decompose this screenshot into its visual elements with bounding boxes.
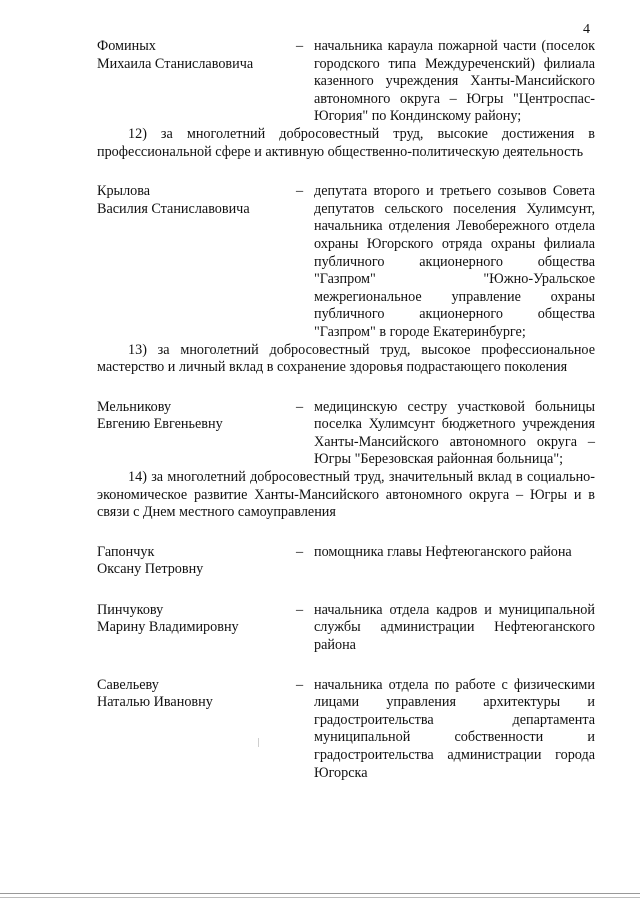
- recipient-name: [97, 677, 287, 712]
- given-names: Оксану Петровну: [97, 561, 204, 578]
- award-entry: [97, 399, 595, 469]
- recipient-name: [97, 544, 287, 579]
- recipient-name: [97, 602, 287, 637]
- recipient-name: [97, 183, 287, 218]
- page-edge-rule: [0, 897, 640, 898]
- surname: Крылова: [97, 183, 151, 200]
- given-names: Наталью Ивановну: [97, 694, 213, 711]
- dash-separator: –: [295, 543, 304, 560]
- award-entry: [97, 183, 595, 341]
- dash-separator: –: [295, 398, 304, 415]
- award-paragraph: 14) за многолетний добросовестный труд, значительный вклад в социально-экономическое развитие Ханты-Мансийского автономного округа – Югры и в связи с Днем местного самоуправления: [97, 469, 595, 521]
- award-entry: [97, 602, 595, 655]
- recipient-position: начальника караула пожарной части (поселок городского типа Междуреченский) филиала казенного учреждения Ханты-Мансийского автономного округа – Югры "Центроспас-Югория" по Кондинскому району;: [314, 38, 595, 125]
- dash-separator: –: [295, 676, 304, 693]
- recipient-position: помощника главы Нефтеюганского района: [314, 543, 572, 560]
- dash-separator: –: [295, 601, 304, 618]
- given-names: Василия Станиславовича: [97, 200, 250, 217]
- surname: Гапончук: [97, 543, 155, 560]
- surname: Мельникову: [97, 398, 172, 415]
- given-names: Евгению Евгеньевну: [97, 416, 223, 433]
- dash-separator: –: [295, 38, 304, 54]
- award-paragraph: 12) за многолетний добросовестный труд, высокие достижения в профессиональной сфере и активную общественно-политическую деятельность: [97, 125, 595, 160]
- recipient-position: начальника отдела по работе с физическими лицами управления архитектуры и градостроительства департамента муниципальной собственности и градостроительства администрации города Югорска: [314, 676, 595, 781]
- surname: Савельеву: [97, 676, 159, 693]
- award-entry: [97, 38, 595, 126]
- award-entry: [97, 677, 595, 783]
- recipient-position: депутата второго и третьего созывов Совета депутатов сельского поселения Хулимсунт, начальника отделения Левобережного отдела охраны Югорского отряда охраны филиала публичного акционерного общества "Газпром" "Южно-Уральское межрегиональное управление охраны публичного акционерного общества "Газпром" в городе Екатеринбурге;: [314, 183, 595, 340]
- recipient-position: начальника отдела кадров и муниципальной службы администрации Нефтеюганского района: [314, 601, 595, 654]
- surname: Пинчукову: [97, 601, 164, 618]
- given-names: Михаила Станиславовича: [97, 55, 254, 72]
- recipient-position: медицинскую сестру участковой больницы поселка Хулимсунт бюджетного учреждения Ханты-Мансийского автономного округа – Югры "Березовская районная больница";: [314, 398, 595, 468]
- document-body: [97, 38, 595, 782]
- surname: Фоминых: [97, 38, 156, 54]
- page-number: 4: [583, 22, 590, 37]
- dash-separator: –: [295, 183, 304, 200]
- given-names: Марину Владимировну: [97, 619, 239, 636]
- award-entry: [97, 544, 595, 580]
- page-edge-rule: [0, 893, 640, 894]
- recipient-name: [97, 38, 287, 73]
- scan-artifact: [258, 738, 259, 747]
- award-paragraph: 13) за многолетний добросовестный труд, высокое профессиональное мастерство и личный вклад в сохранение здоровья подрастающего поколения: [97, 341, 595, 376]
- recipient-name: [97, 399, 287, 434]
